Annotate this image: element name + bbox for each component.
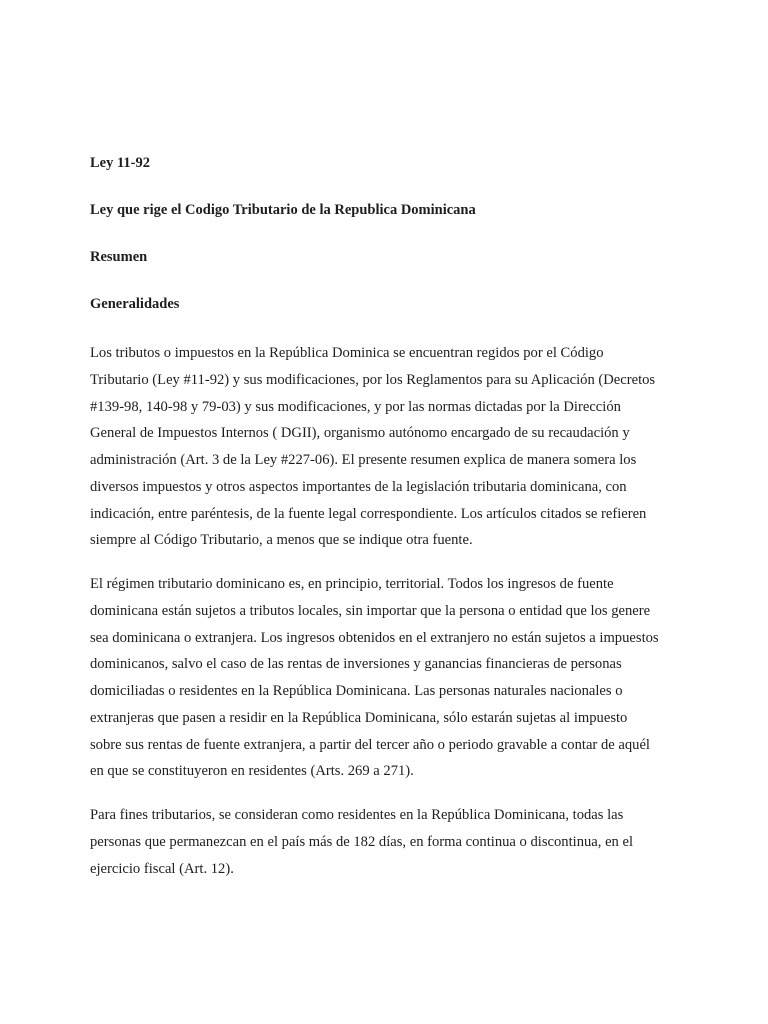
paragraph-line: El régimen tributario dominicano es, en principio, territorial. Todos los ingresos de fuente <box>90 576 614 592</box>
paragraph-line: en que se constituyeron en residentes (Arts. 269 a 271). <box>90 763 414 780</box>
paragraph-line: #139-98, 140-98 y 79-03) y sus modificaciones, y por las normas dictadas por la Dirección <box>90 398 621 415</box>
document-body <box>90 153 690 899</box>
paragraph-line: sea dominicana o extranjera. Los ingresos obtenidos en el extranjero no están sujetos a impuestos <box>90 629 659 646</box>
paragraph-line: Tributario (Ley #11-92) y sus modificaciones, por los Reglamentos para su Aplicación (Decretos <box>90 371 656 388</box>
paragraph-line: dominicana están sujetos a tributos locales, sin importar que la persona o entidad que los genere <box>90 602 651 619</box>
summary-heading: Resumen <box>90 249 148 265</box>
paragraph-line: personas que permanezcan en el país más de 182 días, en forma continua o discontinua, en el <box>90 833 634 850</box>
law-title: Ley que rige el Codigo Tributario de la Republica Dominicana <box>90 202 476 218</box>
paragraph-line: dominicanos, salvo el caso de las rentas de inversiones y ganancias financieras de personas <box>90 656 622 673</box>
paragraph-line: ejercicio fiscal (Art. 12). <box>90 860 234 877</box>
paragraph-line: Los tributos o impuestos en la República Dominica se encuentran regidos por el Código <box>90 345 604 361</box>
paragraph-1 <box>90 340 690 554</box>
paragraph-line: siempre al Código Tributario, a menos que se indique otra fuente. <box>90 532 473 549</box>
paragraph-line: administración (Art. 3 de la Ley #227-06). El presente resumen explica de manera somera los <box>90 452 637 468</box>
section-heading: Generalidades <box>90 296 180 312</box>
paragraph-line: Para fines tributarios, se consideran como residentes en la República Dominicana, todas las <box>90 807 624 823</box>
paragraph-line: General de Impuestos Internos ( DGII), organismo autónomo encargado de su recaudación y <box>90 425 630 442</box>
paragraph-2 <box>90 571 690 785</box>
paragraph-line: domiciliadas o residentes en la República Dominicana. Las personas naturales nacionales o <box>90 683 623 699</box>
paragraph-line: extranjeras que pasen a residir en la República Dominicana, sólo estarán sujetas al impuesto <box>90 709 628 726</box>
law-number: Ley 11-92 <box>90 155 151 171</box>
paragraph-line: indicación, entre paréntesis, de la fuente legal correspondiente. Los artículos citados se refieren <box>90 505 647 522</box>
paragraph-line: sobre sus rentas de fuente extranjera, a partir del tercer año o periodo gravable a contar de aquél <box>90 736 650 753</box>
paragraph-line: diversos impuestos y otros aspectos importantes de la legislación tributaria dominicana, con <box>90 478 627 495</box>
paragraph-3 <box>90 802 690 882</box>
